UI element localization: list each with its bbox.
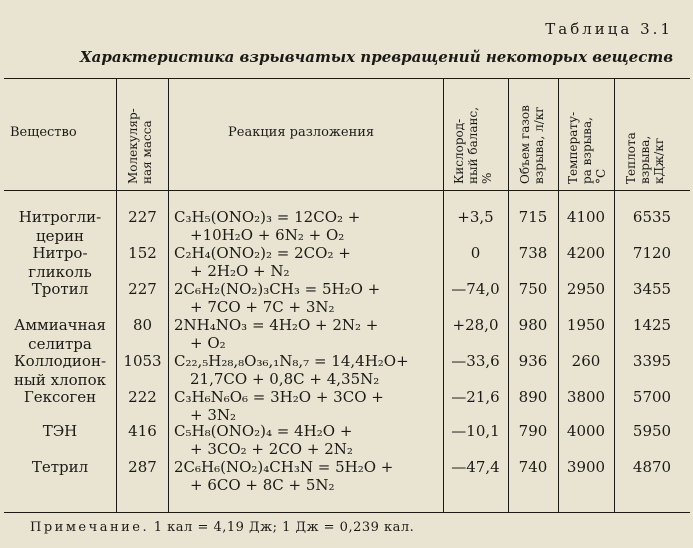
reaction-line-1: C₂H₄(ONO₂)₂ = 2CO₂ +: [174, 244, 351, 262]
substance-name: Гексоген: [23, 388, 97, 406]
heat-value: 7120: [632, 244, 672, 262]
molar-mass-value: 227: [128, 208, 157, 226]
header-gas-volume: Объем газов взрыва, л/кг: [518, 105, 546, 184]
header-temperature: Температу- ра взрыва, °C: [566, 111, 608, 184]
table-note: [30, 520, 414, 535]
oxygen-balance-value: —21,6: [451, 388, 500, 406]
table-title: Характеристика взрывчатых превращений некоторых веществ: [80, 48, 674, 66]
temperature-value: 1950: [566, 316, 606, 334]
note-label: Примечание.: [30, 520, 150, 535]
gas-volume-value: 715: [518, 208, 548, 226]
oxygen-balance-value: —10,1: [451, 422, 500, 440]
temperature-value: 4100: [566, 208, 606, 226]
gas-volume-value: 790: [518, 422, 548, 440]
temperature-value: 4000: [566, 422, 606, 440]
reaction-line-2: + O₂: [190, 334, 226, 352]
molar-mass-value: 227: [128, 280, 157, 298]
oxygen-balance-value: —74,0: [451, 280, 500, 298]
reaction-line-1: C₃H₆N₆O₆ = 3H₂O + 3CO +: [174, 388, 384, 406]
column-divider: [168, 79, 169, 512]
molar-mass-value: 152: [128, 244, 157, 262]
header-reaction: Реакция разложения: [228, 125, 375, 140]
reaction-line-2: + 2H₂O + N₂: [190, 262, 290, 280]
substance-name: Тротил: [31, 280, 89, 298]
temperature-value: 260: [571, 352, 601, 370]
note-text: 1 кал = 4,19 Дж; 1 Дж = 0,239 кал.: [153, 520, 415, 535]
reaction-line-2: + 7CO + 7C + 3N₂: [190, 298, 335, 316]
header-oxygen-balance: Кислород- ный баланс, %: [452, 106, 494, 184]
reaction-line-2: + 6CO + 8C + 5N₂: [190, 476, 335, 494]
header-rule: [4, 190, 690, 191]
temperature-value: 3900: [566, 458, 606, 476]
heat-value: 6535: [632, 208, 672, 226]
substance-name: Коллодион- ный хлопок: [13, 352, 107, 389]
oxygen-balance-value: —47,4: [451, 458, 500, 476]
molar-mass-value: 416: [128, 422, 157, 440]
substance-name: ТЭН: [42, 422, 78, 440]
oxygen-balance-value: —33,6: [451, 352, 500, 370]
molar-mass-value: 1053: [123, 352, 162, 370]
substance-name: Аммиачная селитра: [14, 316, 106, 353]
gas-volume-value: 740: [518, 458, 548, 476]
oxygen-balance-value: +3,5: [457, 208, 494, 226]
reaction-line-1: C₂₂,₅H₂₈,₈O₃₆,₁N₈,₇ = 14,4H₂O+: [174, 352, 409, 370]
gas-volume-value: 936: [518, 352, 548, 370]
molar-mass-value: 222: [128, 388, 157, 406]
reaction-line-1: C₅H₈(ONO₂)₄ = 4H₂O +: [174, 422, 353, 440]
substance-name: Нитрогли- церин: [18, 208, 102, 245]
header-substance: Вещество: [10, 125, 77, 140]
temperature-value: 4200: [566, 244, 606, 262]
header-molar-mass: Молекуляр- ная масса: [126, 108, 154, 184]
molar-mass-value: 80: [132, 316, 153, 334]
substance-name: Нитро- гликоль: [28, 244, 92, 281]
heat-value: 3395: [632, 352, 672, 370]
heat-value: 5700: [632, 388, 672, 406]
reaction-line-2: + 3N₂: [190, 406, 237, 424]
reaction-line-1: 2C₆H₆(NO₂)₄CH₃N = 5H₂O +: [174, 458, 394, 476]
reaction-line-2: +10H₂O + 6N₂ + O₂: [190, 226, 345, 244]
oxygen-balance-value: 0: [470, 244, 481, 262]
molar-mass-value: 287: [128, 458, 157, 476]
reaction-line-2: + 3CO₂ + 2CO + 2N₂: [190, 440, 353, 458]
temperature-value: 2950: [566, 280, 606, 298]
gas-volume-value: 738: [518, 244, 548, 262]
reaction-line-1: 2NH₄NO₃ = 4H₂O + 2N₂ +: [174, 316, 379, 334]
reaction-line-1: C₃H₅(ONO₂)₃ = 12CO₂ +: [174, 208, 361, 226]
heat-value: 3455: [632, 280, 672, 298]
gas-volume-value: 980: [518, 316, 548, 334]
table-number: Таблица 3.1: [545, 20, 673, 38]
heat-value: 5950: [632, 422, 672, 440]
header-heat: Теплота взрыва, кДж/кг: [624, 132, 666, 184]
reaction-line-1: 2C₆H₂(NO₂)₃CH₃ = 5H₂O +: [174, 280, 381, 298]
top-rule: [4, 78, 690, 79]
heat-value: 4870: [632, 458, 672, 476]
bottom-rule: [4, 512, 690, 513]
substance-name: Тетрил: [31, 458, 89, 476]
gas-volume-value: 890: [518, 388, 548, 406]
oxygen-balance-value: +28,0: [452, 316, 499, 334]
gas-volume-value: 750: [518, 280, 548, 298]
reaction-line-2: 21,7CO + 0,8C + 4,35N₂: [190, 370, 380, 388]
heat-value: 1425: [632, 316, 672, 334]
temperature-value: 3800: [566, 388, 606, 406]
